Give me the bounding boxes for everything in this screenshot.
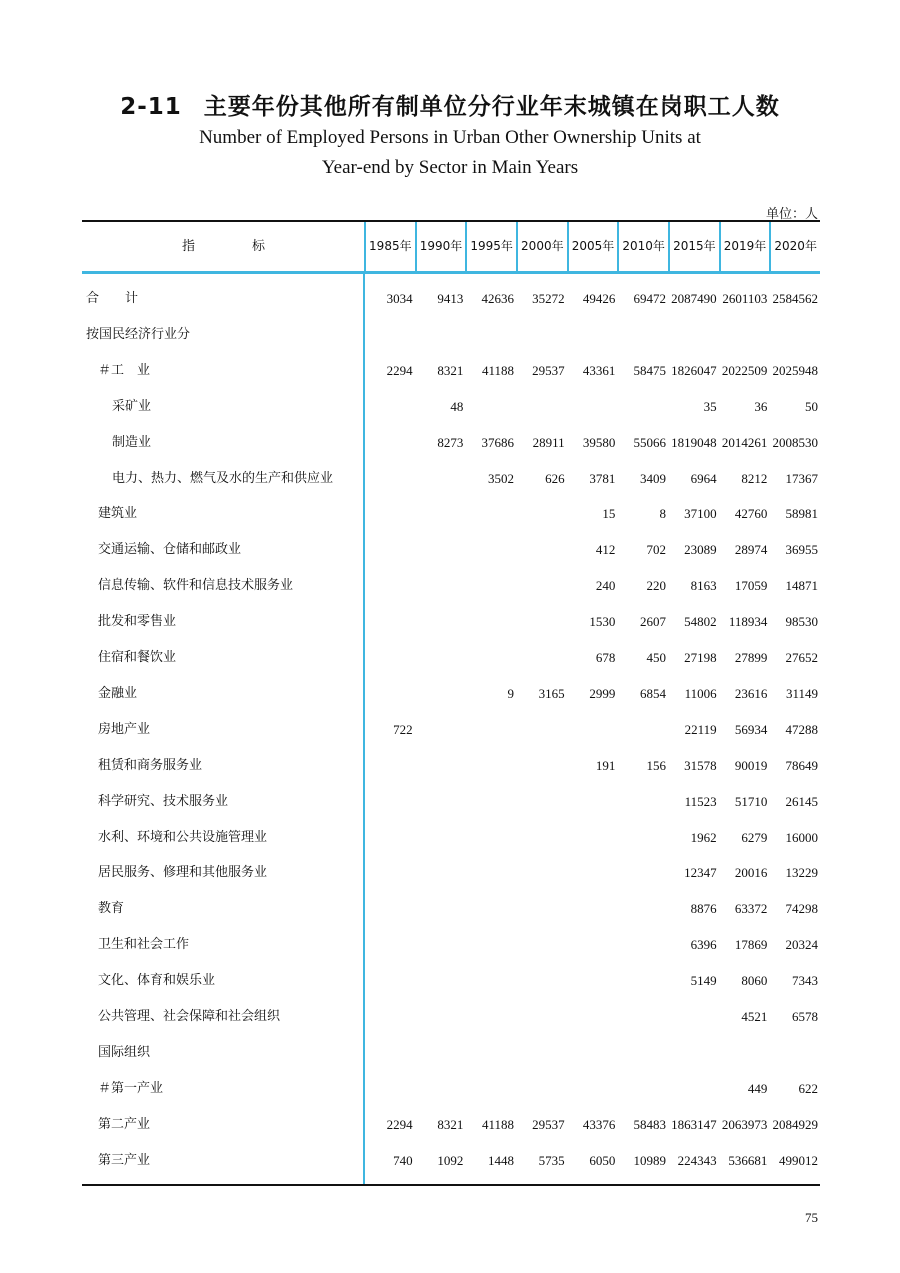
table-cell: 54802: [684, 614, 717, 630]
table-cell: 8: [659, 506, 666, 522]
table-row: [82, 317, 820, 353]
table-cell: 47288: [785, 721, 819, 737]
table-cell: 702: [646, 542, 666, 558]
table-cell: 3502: [487, 470, 514, 486]
table-cell: 2084929: [772, 1116, 819, 1132]
table-cell: 1863147: [671, 1116, 717, 1132]
row-label: 房地产业: [98, 721, 151, 737]
row-label: 租赁和商务服务业: [98, 757, 203, 773]
table-cell: 42636: [481, 291, 514, 306]
table-row: [82, 532, 820, 568]
table-cell: 2584562: [772, 291, 819, 306]
table-cell: 2999: [589, 685, 616, 701]
row-label: 科学研究、技术服务业: [98, 793, 229, 809]
year-header: 2019年: [719, 222, 770, 271]
page-number: 75: [805, 1210, 818, 1225]
table-cell: 6964: [690, 470, 717, 486]
row-label: ＃第一产业: [98, 1080, 164, 1096]
table-cell: 50: [805, 398, 819, 414]
table-cell: 26145: [785, 793, 819, 809]
table-cell: 8321: [437, 1116, 464, 1132]
table-cell: 8060: [741, 973, 768, 989]
table-cell: 8321: [437, 362, 464, 378]
table-cell: 740: [393, 1152, 413, 1168]
table-cell: 27899: [734, 650, 768, 665]
table-cell: 15: [602, 506, 616, 522]
table-cell: 42760: [734, 506, 768, 522]
table-cell: 3409: [640, 470, 666, 486]
table-cell: 9413: [437, 291, 464, 306]
table-row: [82, 389, 820, 425]
table-cell: 2022509: [721, 362, 768, 378]
row-label: 教育: [98, 901, 125, 917]
table-cell: 49426: [582, 291, 616, 306]
table-row: [82, 1107, 820, 1143]
table-cell: 35272: [532, 291, 565, 306]
table-cell: 43361: [582, 362, 616, 378]
table-cell: 58483: [633, 1116, 666, 1132]
table-cell: 8273: [437, 434, 464, 450]
table-cell: 220: [646, 578, 666, 594]
table-row: [82, 1143, 820, 1179]
table-cell: 29537: [532, 1116, 565, 1132]
table-cell: 11523: [684, 793, 717, 809]
table-cell: 56934: [734, 721, 768, 737]
row-label: 住宿和餐饮业: [98, 650, 177, 665]
indicator-header: [82, 222, 364, 271]
table-cell: 37100: [684, 506, 717, 522]
row-label: 第三产业: [98, 1152, 151, 1168]
table-cell: 48: [450, 398, 464, 414]
table-cell: 626: [545, 470, 565, 486]
unit-label: 单位：人: [765, 207, 818, 222]
row-label: 批发和零售业: [98, 614, 177, 630]
table-row: [82, 461, 820, 497]
table-cell: 17367: [785, 470, 819, 486]
table-cell: 240: [595, 578, 616, 594]
table-cell: 1819048: [671, 434, 717, 450]
table-cell: 449: [747, 1080, 768, 1096]
table-row: [82, 784, 820, 820]
row-label: 文化、体育和娱乐业: [98, 973, 216, 989]
table-cell: 58981: [785, 506, 819, 522]
table-cell: 63372: [734, 901, 768, 917]
year-header: 2000年: [516, 222, 567, 271]
table-cell: 27652: [785, 650, 819, 665]
table-cell: 37686: [481, 434, 514, 450]
table-row: [82, 820, 820, 856]
table-cell: 74298: [785, 901, 819, 917]
table-cell: 51710: [734, 793, 768, 809]
table-row: [82, 712, 820, 748]
table-cell: 6578: [792, 1009, 819, 1024]
table-cell: 499012: [779, 1152, 819, 1168]
row-label: ＃工 业: [98, 362, 151, 378]
table-cell: 23089: [684, 542, 717, 558]
table-cell: 1448: [487, 1152, 514, 1168]
table-cell: 41188: [481, 1116, 514, 1132]
table-cell: 6279: [741, 829, 768, 845]
table-cell: 2014261: [721, 434, 768, 450]
table-cell: 41188: [481, 362, 514, 378]
table-cell: 13229: [785, 865, 819, 881]
table-cell: 722: [393, 721, 413, 737]
row-label: 电力、热力、燃气及水的生产和供应业: [112, 470, 334, 486]
table-cell: 412: [595, 542, 616, 558]
row-label: 建筑业: [98, 506, 138, 522]
row-label: 水利、环境和公共设施管理业: [98, 829, 268, 845]
table-cell: 16000: [785, 829, 819, 845]
table-cell: 28911: [532, 434, 565, 450]
page-title-en-line2: Year-end by Sector in Main Years: [321, 157, 579, 178]
table-cell: 8212: [741, 470, 768, 486]
page-title-zh: [0, 88, 900, 121]
table-cell: 2025948: [772, 362, 819, 378]
title-text-zh: 主要年份其他所有制单位分行业年末城镇在岗职工人数: [203, 94, 780, 120]
table-row: [82, 963, 820, 999]
year-header: 2005年: [567, 222, 618, 271]
table-cell: 36: [754, 398, 768, 414]
table-cell: 2008530: [772, 434, 819, 450]
table-row: [82, 640, 820, 676]
table-cell: 55066: [633, 434, 666, 450]
year-header: 1985年: [364, 222, 415, 271]
table-cell: 90019: [734, 757, 768, 773]
table-row: [82, 855, 820, 891]
page-title-en-line1: Number of Employed Persons in Urban Other Ownership Units at: [199, 127, 701, 148]
row-label: 金融业: [98, 685, 138, 701]
table-cell: 1826047: [671, 362, 717, 378]
table-row: [82, 281, 820, 317]
row-label: 国际组织: [98, 1044, 151, 1060]
row-label: 制造业: [112, 434, 152, 450]
table-cell: 12347: [684, 865, 717, 881]
table-cell: 6396: [690, 937, 717, 953]
row-label: 公共管理、社会保障和社会组织: [98, 1009, 281, 1024]
indicator-header-char1: 指: [182, 239, 196, 254]
table-cell: 2087490: [671, 291, 717, 306]
table-cell: 191: [595, 757, 616, 773]
table-cell: 5149: [690, 973, 717, 989]
table-cell: 9: [507, 685, 514, 701]
indicator-header-char2: 标: [252, 239, 266, 254]
table-cell: 1530: [589, 614, 616, 630]
table-cell: 224343: [677, 1152, 717, 1168]
table-cell: 8876: [690, 901, 717, 917]
table-row: [82, 927, 820, 963]
table-cell: 7343: [792, 973, 819, 989]
table-cell: 2294: [386, 362, 413, 378]
table-cell: 39580: [582, 434, 616, 450]
table-cell: 3165: [538, 685, 565, 701]
table-cell: 22119: [684, 721, 717, 737]
table-cell: 8163: [690, 578, 717, 594]
table-row: [82, 604, 820, 640]
table-row: [82, 676, 820, 712]
year-header: 2020年: [769, 222, 820, 271]
row-label: 采矿业: [112, 398, 152, 414]
table-row: [82, 891, 820, 927]
table-row: [82, 748, 820, 784]
table-cell: 58475: [633, 362, 666, 378]
table-cell: 1092: [437, 1152, 464, 1168]
row-label: 第二产业: [98, 1116, 151, 1132]
table-cell: 1962: [690, 829, 717, 845]
table-cell: 2063973: [721, 1116, 768, 1132]
table-row: [82, 496, 820, 532]
table-cell: 69472: [633, 291, 666, 306]
table-cell: 6854: [640, 685, 666, 701]
table-cell: 17059: [734, 578, 768, 594]
table-cell: 78649: [785, 757, 819, 773]
year-header: 2015年: [668, 222, 719, 271]
row-label: 交通运输、仓储和邮政业: [98, 542, 242, 558]
year-header: 1990年: [415, 222, 466, 271]
table-cell: 14871: [785, 578, 819, 594]
table-cell: 156: [646, 757, 666, 773]
table-cell: 3034: [386, 291, 413, 306]
table-cell: 23616: [734, 685, 768, 701]
table-cell: 118934: [728, 614, 768, 630]
row-label: 卫生和社会工作: [98, 937, 190, 953]
table-cell: 678: [595, 650, 616, 665]
table-cell: 31149: [785, 685, 819, 701]
year-header: 2010年: [617, 222, 668, 271]
table-cell: 28974: [734, 542, 768, 558]
row-label: 信息传输、软件和信息技术服务业: [98, 578, 294, 594]
table-cell: 98530: [785, 614, 819, 630]
table-cell: 3781: [589, 470, 616, 486]
table-cell: 35: [703, 398, 717, 414]
row-label: 居民服务、修理和其他服务业: [98, 865, 268, 881]
table-cell: 20016: [734, 865, 768, 881]
table-row: [82, 353, 820, 389]
data-table: [82, 220, 820, 1186]
table-header: [82, 222, 820, 274]
year-header: 1995年: [465, 222, 516, 271]
table-cell: 536681: [728, 1152, 768, 1168]
table-cell: 4521: [741, 1009, 768, 1024]
table-row: [82, 1035, 820, 1071]
table-cell: 450: [646, 650, 666, 665]
table-cell: 11006: [684, 685, 717, 701]
row-label: 按国民经济行业分: [86, 326, 191, 342]
table-cell: 36955: [785, 542, 819, 558]
table-row: [82, 568, 820, 604]
table-cell: 20324: [785, 937, 819, 953]
table-row: [82, 1071, 820, 1107]
table-cell: 6050: [589, 1152, 616, 1168]
table-cell: 10989: [633, 1152, 666, 1168]
table-cell: 29537: [532, 362, 565, 378]
table-cell: 27198: [684, 650, 717, 665]
table-row: [82, 999, 820, 1035]
row-label: 合 计: [86, 291, 139, 306]
table-cell: 622: [798, 1080, 819, 1096]
table-cell: 43376: [582, 1116, 616, 1132]
table-cell: 31578: [684, 757, 717, 773]
table-cell: 2601103: [722, 291, 768, 306]
table-cell: 2294: [386, 1116, 413, 1132]
table-number: 2-11: [120, 94, 182, 120]
table-cell: 5735: [538, 1152, 565, 1168]
table-row: [82, 425, 820, 461]
table-cell: 2607: [640, 614, 666, 630]
table-cell: 17869: [734, 937, 768, 953]
